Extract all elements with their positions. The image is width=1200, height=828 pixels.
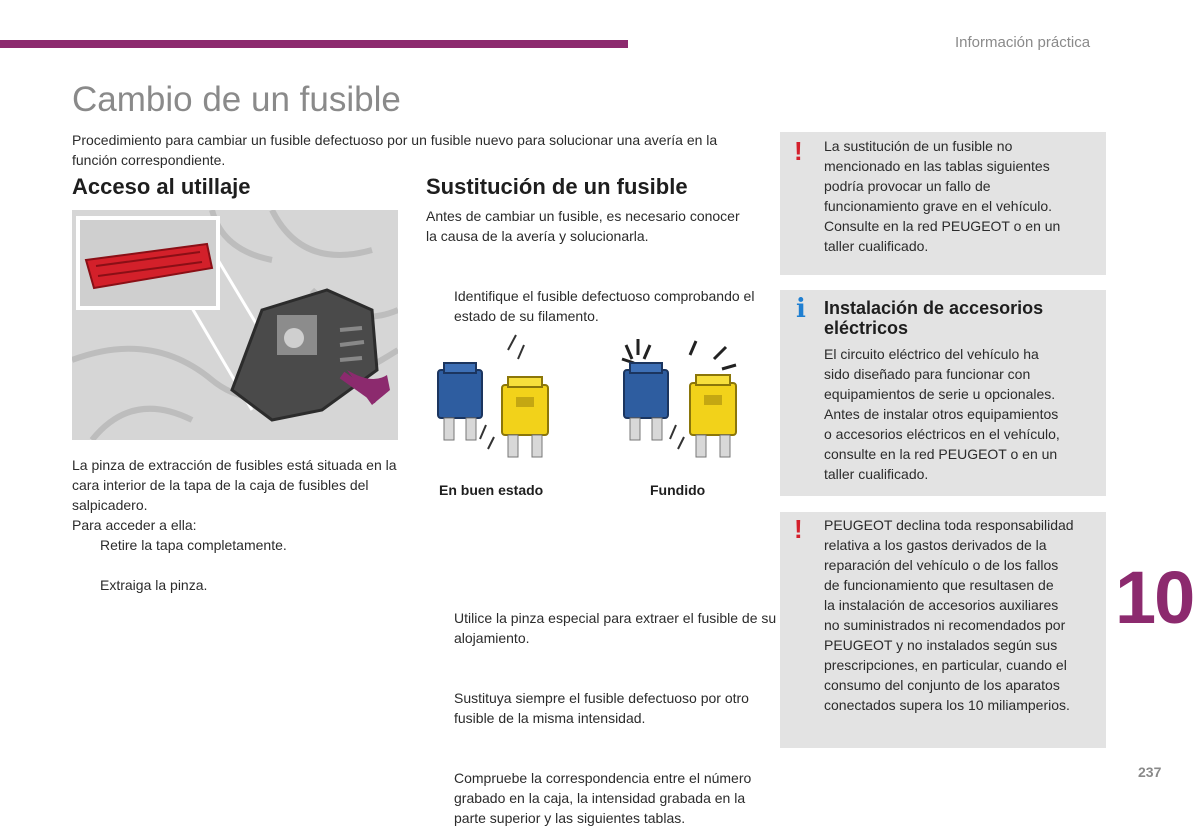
info-title: Instalación de accesorios eléctricos [824,298,1044,338]
info-icon: i [796,294,806,324]
page-number: 237 [1138,764,1162,780]
info-text: El circuito eléctrico del vehículo ha sido diseñado para funcionar con equipamientos de serie u opcionales. Antes de instalar otros equipamientos o accesorios eléctricos en el vehículo, consulte en la red PEUGEOT o en un taller cualificado. [824,346,1060,482]
sustitucion-bullet-3: Compruebe la correspondencia entre el número grabado en la caja, la intensidad grabada en la parte superior y las siguientes tablas. [454,770,752,826]
warning-box-fuses [780,132,1106,275]
label-good-fuse: En buen estado [439,482,544,498]
chapter-number: 10 [1115,556,1194,639]
sustitucion-paragraph: Antes de cambiar un fusible, es necesario conocer la causa de la avería y solucionarla. [426,208,740,244]
acceso-paragraph: La pinza de extracción de fusibles está situada en la cara interior de la tapa de la caja de fusibles del salpicadero. [72,457,397,513]
info-box-accessories [780,290,1106,496]
warning-icon: ! [794,514,803,544]
sustitucion-heading: Sustitución de un fusible [426,174,688,199]
acceso-bullet-2: Extraiga la pinza. [100,577,208,593]
sustitucion-bullet-2: Sustituya siempre el fusible defectuoso por otro fusible de la misma intensidad. [454,690,749,726]
warning-icon: ! [794,136,803,166]
warning-text: La sustitución de un fusible no mencionado en las tablas siguientes podría provocar un fallo de funcionamiento grave en el vehículo. Consulte en la red PEUGEOT o en un taller cualificado. [824,138,1061,254]
fuse-illustration [426,325,756,475]
acceso-lead: Para acceder a ella: [72,517,197,533]
page-title: Cambio de un fusible [72,80,401,119]
acceso-heading: Acceso al utillaje [72,174,251,199]
blown-fuses-icon [622,339,736,457]
fuse-box-illustration [72,210,398,440]
fuse-box-photo [72,210,398,440]
sustitucion-bullet-1: Utilice la pinza especial para extraer el fusible de su alojamiento. [454,610,777,646]
header-accent-bar [0,40,628,48]
label-blown-fuse: Fundido [650,482,706,498]
section-name: Información práctica [955,34,1091,51]
acceso-bullet-1: Retire la tapa completamente. [100,537,287,553]
warning-box-liability [780,512,1106,748]
good-fuses-icon [438,335,548,457]
liability-text: PEUGEOT declina toda responsabilidad relativa a los gastos derivados de la reparación del vehículo o de los fallos de funcionamiento que resultasen de la instalación de accesorios auxiliares no suministrados ni recomendados por PEUGEOT y no instalados según sus prescripciones, en particular, cuando el consumo del conjunto de los aparatos conectados supera los 10 miliamperios. [824,517,1074,713]
intro-text: Procedimiento para cambiar un fusible defectuoso por un fusible nuevo para solucionar una avería en la función correspondiente. [72,132,718,168]
sustitucion-bullet-identify: Identifique el fusible defectuoso comprobando el estado de su filamento. [454,288,755,324]
